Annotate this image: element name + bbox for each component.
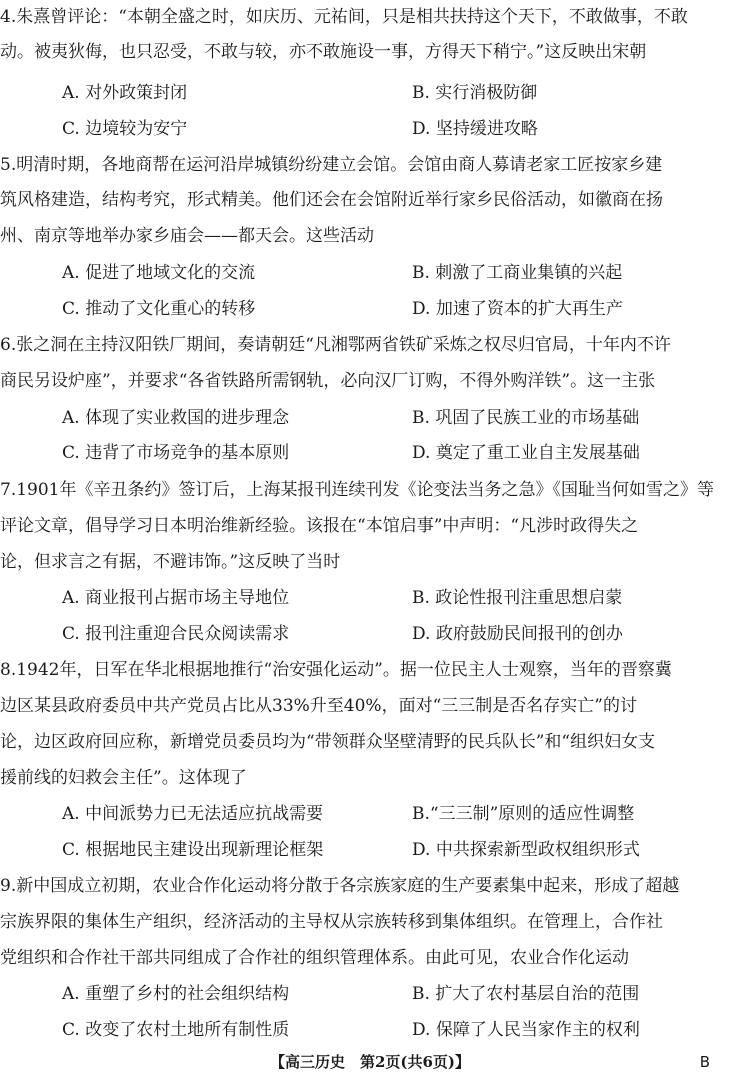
- question-5-option-b: B. 刺激了工商业集镇的兴起: [412, 263, 623, 283]
- question-9-option-b: B. 扩大了农村基层自治的范围: [412, 984, 640, 1004]
- page-footer: [0, 1050, 740, 1074]
- question-7-line-2: 评论文章，倡导学习日本明治维新经验。该报在“本馆启事”中声明：“凡涉时政得失之: [0, 516, 639, 536]
- question-5-line-3: 州、南京等地举办家乡庙会——都天会。这些活动: [0, 226, 374, 246]
- question-9-line-3: 党组织和合作社干部共同组成了合作社的组织管理体系。由此可见，农业合作化运动: [0, 948, 629, 968]
- question-9-line-1: 9.新中国成立初期，农业合作化运动将分散于各宗族家庭的生产要素集中起来，形成了超越: [0, 876, 680, 896]
- question-6-option-d: D. 奠定了重工业自主发展基础: [412, 443, 640, 463]
- question-4-option-d: D. 坚持缓进攻略: [412, 119, 538, 139]
- question-6-option-a: A. 体现了实业救国的进步理念: [62, 408, 290, 428]
- question-7-line-3: 论，但求言之有据，不避讳饰。”这反映了当时: [0, 552, 341, 572]
- question-5-line-1: 5.明清时期，各地商帮在运河沿岸城镇纷纷建立会馆。会馆由商人募请老家工匠按家乡建: [0, 155, 663, 175]
- question-7-option-c: C. 报刊注重迎合民众阅读需求: [62, 624, 290, 644]
- footer-version-mark: B: [699, 1053, 710, 1071]
- question-4-option-b: B. 实行消极防御: [412, 83, 538, 103]
- question-4-option-c: C. 边境较为安宁: [62, 119, 188, 139]
- question-7-option-b: B. 政论性报刊注重思想启蒙: [412, 588, 623, 608]
- question-7-line-1: 7.1901年《辛丑条约》签订后，上海某报刊连续刊发《论变法当务之急》《国耻当何如雪之》等: [0, 480, 714, 500]
- question-5-line-2: 筑风格建造，结构考究，形式精美。他们还会在会馆附近举行家乡民俗活动，如徽商在扬: [0, 190, 663, 210]
- question-6-line-2: 商民另设炉座”，并要求“各省铁路所需钢轨，必向汉厂订购，不得外购洋铁”。这一主张: [0, 371, 656, 391]
- question-5-option-c: C. 推动了文化重心的转移: [62, 299, 256, 319]
- question-8-option-a: A. 中间派势力已无法适应抗战需要: [62, 804, 324, 824]
- question-6-line-1: 6.张之洞在主持汉阳铁厂期间，奏请朝廷“凡湘鄂两省铁矿采炼之权尽归官局，十年内不许: [0, 335, 671, 355]
- question-9-option-c: C. 改变了农村土地所有制性质: [62, 1020, 290, 1040]
- question-7-option-a: A. 商业报刊占据市场主导地位: [62, 588, 290, 608]
- question-9-option-d: D. 保障了人民当家作主的权利: [412, 1020, 640, 1040]
- question-9-option-a: A. 重塑了乡村的社会组织结构: [62, 984, 290, 1004]
- question-7-option-d: D. 政府鼓励民间报刊的创办: [412, 624, 623, 644]
- question-5-option-d: D. 加速了资本的扩大再生产: [412, 299, 623, 319]
- question-8-line-3: 论，边区政府回应称，新增党员委员均为“带领群众坚壁清野的民兵队长”和“组织妇女支: [0, 732, 656, 752]
- footer-page-info: 【高三历史 第2页(共6页)】: [269, 1053, 471, 1071]
- question-4-line-2: 动。被夷狄侮，也只忍受，不敢与较，亦不敢施设一事，方得天下稍宁。”这反映出宋朝: [0, 42, 647, 62]
- question-8-line-2: 边区某县政府委员中共产党员占比从33%升至40%，面对“三三制是否名存实亡”的讨: [0, 696, 637, 716]
- question-8-line-1: 8.1942年，日军在华北根据地推行“治安强化运动”。据一位民主人士观察，当年的晋察冀: [0, 660, 672, 680]
- question-5-option-a: A. 促进了地域文化的交流: [62, 263, 256, 283]
- question-8-line-4: 援前线的妇救会主任”。这体现了: [0, 768, 247, 788]
- question-6-option-b: B. 巩固了民族工业的市场基础: [412, 408, 640, 428]
- question-6-option-c: C. 违背了市场竞争的基本原则: [62, 443, 290, 463]
- question-8-option-c: C. 根据地民主建设出现新理论框架: [62, 840, 324, 860]
- question-8-option-b: B.“三三制”原则的适应性调整: [412, 804, 635, 824]
- question-8-option-d: D. 中共探索新型政权组织形式: [412, 840, 640, 860]
- question-9-line-2: 宗族界限的集体生产组织，经济活动的主导权从宗族转移到集体组织。在管理上，合作社: [0, 912, 663, 932]
- question-4-line-1: 4.朱熹曾评论：“本朝全盛之时，如庆历、元祐间，只是相共扶持这个天下，不敢做事，不敢: [0, 7, 688, 27]
- question-4-option-a: A. 对外政策封闭: [62, 83, 188, 103]
